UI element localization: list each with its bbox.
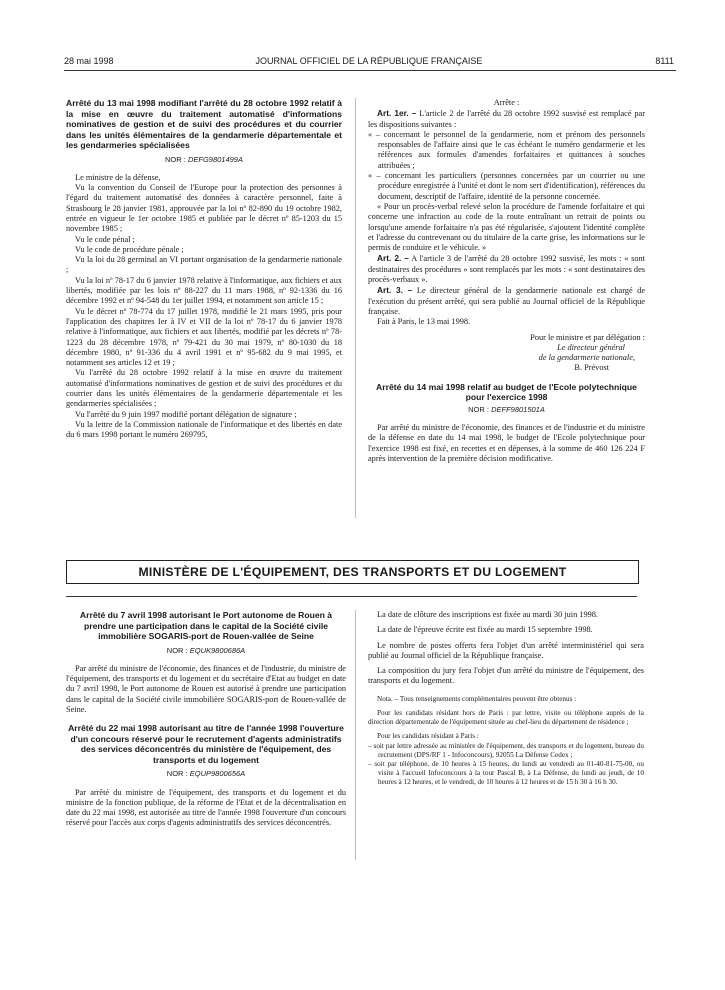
paragraph: La composition du jury fera l'objet d'un arrêté du ministre de l'équipement, des transports et du logement. — [368, 666, 644, 686]
signature-line: Le directeur général — [557, 342, 625, 352]
decree-3-title: Arrêté du 7 avril 1998 autorisant le Port autonome de Rouen à prendre une participation dans le capital de la Société civile immobilière SOGARIS-port de Rouen-vallée de Seine — [79, 610, 333, 641]
list-item: « – concernant les particuliers (personnes concernées par un courrier ou une procédure enregistrée à l'unité et dont le nom sert d'identification), références du document, descriptif de l'affaire, identité de la personne concernée. — [368, 171, 645, 201]
page-number: 8111 — [655, 56, 674, 66]
paragraph: Vu la convention du Conseil de l'Europe pour la protection des personnes à l'égard du traitement automatisé des données à caractère personnel, faite à Strasbourg le 28 janvier 1981, approuvée par la loi nº 82-890 du 19 octobre 1982, entrée en vigueur le 1er octobre 1985 et publiée par le décret nº 85-1203 du 15 novembre 1985 ; — [66, 183, 342, 234]
article-text: Le directeur général de la gendarmerie nationale est chargé de l'exécution du présent arrêté, qui sera publié au Journal officiel de la République française. — [368, 286, 645, 316]
article-text: A l'article 3 de l'arrêté du 28 octobre 1992 susvisé, les mots : « sont destinataires des procédures » sont remplacés par les mots : « sont destinataires des procès-verbaux ». — [368, 254, 646, 285]
decree-2-title: Arrêté du 14 mai 1998 relatif au budget de l'Ecole polytechnique pour l'exercice 1998 — [376, 381, 637, 403]
paragraph: Vu la loi du 28 germinal an VI portant organisation de la gendarmerie nationale ; — [66, 255, 342, 275]
nor-label: NOR : — [165, 154, 186, 164]
paragraph: Vu l'arrêté du 9 juin 1997 modifié portant délégation de signature ; — [75, 409, 297, 419]
paragraph: Pour les candidats résidant hors de Paris : par lettre, visite ou téléphone auprès de la direction départementale de l'équipement située au chef-lieu du département de résidence ; — [368, 708, 644, 727]
signature-line: de la gendarmerie nationale, — [538, 353, 635, 363]
journal-title: JOURNAL OFFICIEL DE LA RÉPUBLIQUE FRANÇAISE — [255, 56, 483, 66]
signature-line: Pour le ministre et par délégation : — [530, 332, 645, 342]
column-divider-bottom — [355, 610, 356, 860]
decree-2-nor — [368, 405, 645, 415]
paragraph: « Pour un procès-verbal relevé selon la procédure de l'amende forfaitaire et qui concerne une infraction au code de la route entraînant un retrait de points ou lorsqu'une amende forfaitaire n'a pas été régularisée, s'ajoutent l'identité complète et l'adresse du contrevenant ou du titulaire de la carte grise, les informations sur le permis de conduire et le véhicule. » — [368, 201, 645, 253]
arrete-heading: Arrête : — [493, 98, 520, 107]
header-rule — [64, 70, 676, 71]
article-label: Art. 2. – — [377, 253, 409, 264]
decree-4-details-column — [368, 610, 644, 788]
decree-defense-column — [66, 98, 342, 441]
article-1 — [368, 108, 645, 130]
paragraph: La date de l'épreuve écrite est fixée au mardi 15 septembre 1998. — [377, 625, 593, 635]
paragraph: Le nombre de postes offerts fera l'objet d'un arrêté interministériel qui sera publié au Journal officiel de la République française. — [368, 640, 644, 660]
banner-rule — [66, 596, 637, 597]
paragraph: Par arrêté du ministre de l'économie, des finances et de l'industrie, du ministre de l'équipement, des transports et du logement et du secrétaire d'Etat au budget en date du 7 avril 1998, le Port autonome de Rouen est autorisé à prendre une participation dans le capital de la Société civile immobilière SOGARIS-port de Rouen-vallée de Seine. — [66, 663, 346, 714]
article-label: Art. 3. – — [377, 285, 413, 296]
decree-4-title: Arrêté du 22 mai 1998 autorisant au titre de l'année 1998 l'ouverture d'un concours réservé pour le recrutement d'agents administratifs des services déconcentrés du ministère de l'équipement, des transports et du logement — [68, 723, 344, 765]
paragraph: Vu la loi nº 78-17 du 6 janvier 1978 relative à l'informatique, aux fichiers et aux libertés, modifiée par les lois nº 88-227 du 11 mars 1988, nº 92-1336 du 16 décembre 1992 et nº 94-548 du 1er juillet 1994, et notamment son article 15 ; — [66, 275, 342, 306]
decree-equipment-column — [66, 610, 346, 829]
page-header — [64, 56, 674, 70]
ministry-banner: MINISTÈRE DE L'ÉQUIPEMENT, DES TRANSPORTS ET DU LOGEMENT — [66, 560, 639, 584]
nor-label: NOR : — [166, 769, 188, 779]
paragraph: Par arrêté du ministre de l'équipement, des transports et du logement et du ministre de la fonction publique, de la réforme de l'Etat et de la décentralisation en date du 22 mai 1998, est autorisée au titre de l'année 1998 l'ouverture d'un concours réservé pour l'accès aux corps d'agents administratifs des services déconcentrés. — [66, 787, 346, 828]
article-2 — [368, 253, 645, 285]
nor-label: NOR : — [468, 404, 489, 414]
nor-code: DEFF9801501A — [491, 404, 545, 414]
issue-date: 28 mai 1998 — [64, 56, 114, 66]
paragraph: Vu l'arrêté du 28 octobre 1992 relatif à la mise en œuvre du traitement automatisé d'informations nominatives de gestion et de suivi des procédures et du courrier dans les unités élémentaires de la gendarmerie départementale et les gendarmeries spécialisées ; — [66, 368, 342, 409]
list-item: « – concernant le personnel de la gendarmerie, nom et prénom des personnels responsables de l'affaire ainsi que le cas échéant le numéro gendarmerie et les références aux formules d'amendes forfaitaires et quittances à souches attribuées ; — [368, 129, 645, 170]
article-3 — [368, 285, 645, 317]
paragraph: Vu le décret nº 78-774 du 17 juillet 1978, modifié le 21 mars 1995, pris pour l'application des chapitres Ier à IV et VII de la loi nº 78-17 du 6 janvier 1978 relative à l'informatique, aux fichiers et aux libertés, modifié par les décrets nº 78-1223 du 28 décembre 1978, nº 79-421 du 30 mai 1979, nº 80-1030 du 18 décembre 1980, nº 91-336 du 4 avril 1991 et nº 95-682 du 9 mai 1995, et notamment ses articles 12 et 19 ; — [66, 306, 342, 368]
list-item: – soit par lettre adressée au ministère de l'équipement, des transports et du logement, bureau du recrutement (DPS/RF 1 - Infoconcours), 92055 La Défense Cedex ; — [368, 741, 644, 759]
decree-defense-articles-column — [368, 98, 645, 464]
decree-4-nor — [66, 769, 346, 779]
nor-code: EQUK9800686A — [189, 645, 246, 655]
article-label: Art. 1er. – — [377, 108, 417, 119]
decree-3-nor — [66, 646, 346, 656]
decree-1-title: Arrêté du 13 mai 1998 modifiant l'arrêté du 28 octobre 1992 relatif à la mise en œuvre du traitement automatisé d'informations nominatives de gestion et de suivi des procédures et du courrier dans les unités élémentaires de la gendarmerie départementale et les gendarmeries spécialisées — [66, 98, 342, 150]
paragraph: La date de clôture des inscriptions est fixée au mardi 30 juin 1998. — [377, 610, 598, 619]
nor-label: NOR : — [166, 645, 188, 655]
nota: Nota. – Tous renseignements complémentaires peuvent être obtenus : — [377, 694, 577, 703]
done-at: Fait à Paris, le 13 mai 1998. — [377, 317, 471, 327]
paragraph: Pour les candidats résidant à Paris : — [377, 732, 479, 741]
paragraph: Vu le code de procédure pénale ; — [75, 244, 184, 254]
paragraph: Le ministre de la défense, — [75, 172, 161, 182]
nor-code: EQUP9800656A — [189, 769, 246, 779]
nor-code: DEFG9801499A — [187, 154, 243, 164]
paragraph: Vu la lettre de la Commission nationale de l'informatique et des libertés en date du 6 mars 1998 portant le numéro 269795, — [66, 419, 342, 440]
article-text: L'article 2 de l'arrêté du 28 octobre 1992 susvisé est remplacé par les dispositions suivantes : — [368, 109, 645, 129]
paragraph: Par arrêté du ministre de l'économie, des finances et de l'industrie et du ministre de la défense en date du 14 mai 1998, le budget de l'Ecole polytechnique pour l'exercice 1998 est fixé, en recettes et en dépenses, à la somme de 460 126 224 F après intervention de la première décision modificative. — [368, 423, 645, 463]
column-divider-top — [355, 98, 356, 518]
signatory-name: B. Prévost — [574, 363, 609, 373]
list-item: – soit par téléphone, de 10 heures à 15 heures, du lundi au vendredi au 01-40-81-75-00, ou visite à l'accueil Infoconcours à la tour Pascal B, à La Défense, du lundi au jeudi, de 10 heures à 12 heures, et le vendredi, de 10 heures à 12 heures et de 15 h 30 à 16 h 30. — [368, 760, 644, 787]
paragraph: Vu le code pénal ; — [75, 234, 135, 244]
decree-1-nor — [66, 155, 342, 165]
